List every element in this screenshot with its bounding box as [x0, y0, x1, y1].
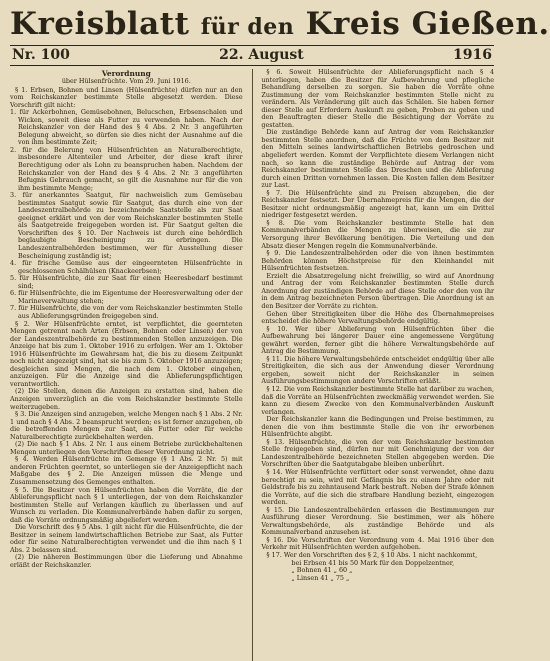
paragraph: § 7. Die Hülsenfrüchte sind zu Preisen abzugeben, die der Reichskanzler festsetzt. Der Übernahmepreis für die Mengen, die der Besitzer nicht ordnungsmäßig angezeigt hat, kann um ein Drittel niedriger festgesetzt werden. [261, 188, 495, 220]
issue-date: 22. August [219, 47, 304, 63]
paragraph: § 8. Die vom Reichskanzler bestimmte Stelle hat den Kommunalverbänden die Mengen zu überweisen, die sie zur Versorgung ihrer Bevölkerung benötigen. Die Verteilung und den Absatz dieser Mengen regeln die Kommunalverbände. [261, 218, 495, 250]
price-row: „ Bohnen 41 „ 60 „ [291, 566, 353, 575]
list-item: 6. für Hülsenfrüchte, die im Eigentume der Heeresverwaltung oder der Marineverwaltung stehen; [10, 289, 243, 305]
paragraph: § 11. Die höhere Verwaltungsbehörde entscheidet endgültig über alle Streitigkeiten, die sich aus der Anwendung dieser Verordnung ergeben, soweit nicht der Reichskanzler in seinen Ausführungsbestimmungen andere Vorschriften erläßt. [261, 354, 495, 386]
price-row: bei Erbsen 41 bis 50 Mark für den Doppelzentner, [291, 558, 455, 567]
paragraph: § 1. Erbsen, Bohnen und Linsen (Hülsenfrüchte) dürfen nur an den vom Reichskanzler bestimmte Stelle abgesetzt werden. Diese Vorschrift gilt nicht: [10, 85, 243, 109]
column-separator [252, 69, 253, 661]
paragraph: Gehen über Streitigkeiten über die Höhe des Übernahmepreises entscheidet die höhere Verwaltungsbehörde endgültig. [261, 309, 495, 326]
paragraph: § 10. Wer über Ablieferung von Hülsenfrüchten über die Aufbewahrung bei längerer Dauer eine angemessene Vergütung gewährt werden, ferner gibt die höhere Verwaltungsbehörde auf Antrag die Bestimmung. [261, 324, 495, 356]
paragraph: § 9. Die Landeszentralbehörden oder die von ihnen bestimmten Behörden können Höchstpreise für den Kleinhandel mit Hülsenfrüchten festsetzen. [261, 249, 495, 273]
left-column [10, 69, 243, 661]
paragraph: § 5. Die Besitzer von Hülsenfrüchten haben die Vorräte, die der Ablieferungspflicht nach § 1 unterliegen, der von dem Reichskanzler bestimmten Stelle auf Verlangen käuflich zu überlassen und auf Wunsch zu verladen. Die Kommunalverbände haben dafür zu sorgen, daß die Vorräte ordnungsmäßig abgeliefert werden. [10, 485, 243, 524]
paragraph: § 16. Die Vorschriften der Verordnung vom 4. Mai 1916 über den Verkehr mit Hülsenfrüchten werden aufgehoben. [261, 535, 495, 552]
paragraph: § 17. Wer den Vorschriften des § 2, § 10 Abs. 1 nicht nachkommt, [266, 551, 478, 559]
article-heading: Verordnung [101, 69, 151, 78]
issue-year: 1916 [453, 47, 492, 63]
paragraph: § 13. Hülsenfrüchte, die von der vom Reichskanzler bestimmten Stelle freigegeben sind, dürfen nur mit Genehmigung der von der Landeszentralbehörde bezeichneten Stellen abgegeben werden. Die Vorschriften über die Saatgutabgabe bleiben unberührt. [261, 437, 495, 469]
article-columns [10, 69, 494, 661]
price-row: „ Linsen 41 „ 75 „ [291, 573, 350, 582]
paragraph: § 14. Wer Hülsenfrüchte verfüttert oder sonst verwendet, ohne dazu berechtigt zu sein, wird mit Gefängnis bis zu einem Jahre oder mit Geldstrafe bis zu zehntausend Mark bestraft. Neben der Strafe können die Vorräte, auf die sich die strafbare Handlung bezieht, eingezogen werden. [261, 467, 495, 507]
list-item: 2. für die Belerung von Hülsenfrüchten an Naturalberechtigte, insbesondere Altenteiler und Arbeiter, der diese kraft ihrer Berechtigung oder als Lohn zu beanspruchen haben. Nachdem der Reichskanzler von der Hand des § 4 Abs. 2 Nr. 3 angeführten Befugnis Gebrauch gemacht, so gilt die Ausnahme nur für die von ihm bestimmte Menge; [10, 145, 243, 192]
paragraph: Die zuständige Behörde kann auf Antrag der vom Reichskanzler bestimmten Stelle anordnen, daß die Früchte von dem Besitzer mit den Mitteln seines landwirtschaftlichen Betriebs gedroschen und abgeliefert werden. Kommt der Verpflichtete diesem Verlangen nicht nach, so kann die zuständige Behörde auf Antrag der vom Reichskanzler bestimmten Stelle das Dreschen und die Ablieferung durch einen Dritten vornehmen lassen. Die Kosten fallen dem Besitzer zur Last. [261, 128, 495, 190]
issue-number: Nr. 100 [12, 47, 70, 63]
list-item: 5. für Hülsenfrüchte, die zur Saat für einen Heeresbedarf bestimmt sind; [10, 274, 243, 290]
issue-line [10, 47, 494, 64]
paragraph: § 2. Wer Hülsenfrüchte erntet, ist verpflichtet, die geernteten Mengen getrennt nach Arten (Erbsen, Bohnen oder Linsen) der von der Landeszentralbehörde zu bestimmenden Stellen anzuzeigen. Die Anzeige hat bis zum 1. Oktober 1916 zu erfolgen. Wer am 1. Oktober 1916 Hülsenfrüchte im Gewahrsam hat, die bis zu diesem Zeitpunkt noch nicht angezeigt sind, hat sie bis zum 5. Oktober 1916 anzuzeigen; desgleichen sind Mengen, die nach dem 1. Oktober eingehen, anzuzeigen. Für die Anzeige sind die Ablieferungspflichtigen verantwortlich. [10, 319, 243, 388]
list-item: 1. für Ackerbohnen, Gemüsebohnen, Belucschen, Erbsenschalen und Wicken, soweit diese als Futter zu verwenden haben. Nach der Reichskanzler von der Hand des § 4 Abs. 2 Nr. 3 angeführten Belegung abweicht, so dürfen sie dies nicht der Ausnahme auf die von ihm bestimmte Zeit; [10, 108, 243, 147]
article-subheading: über Hülsenfrüchte. Vom 29. Juni 1916. [61, 77, 191, 85]
paragraph: Die Vorschrift des § 5 Abs. 1 gilt nicht für die Hülsenfrüchte, die der Besitzer in seinem landwirtschaftlichen Betriebe zur Saat, als Futter oder für seine Naturalberechtigten verwendet und die ihm nach § 1 Abs. 2 belassen sind. [10, 523, 243, 554]
masthead-title-part2: für den [200, 14, 295, 40]
paragraph: § 3. Die Anzeigen sind anzugeben, welche Mengen nach § 1 Abs. 2 Nr. 1 und nach § 4 Abs. 2 beansprucht werden; es ist ferner anzugeben, ob die betreffenden Mengen zur Saat, als Futter oder für welche Naturalberechtigte zurückbehalten werden. [10, 410, 243, 441]
list-item: 4. für frische Gemüse aus der eingeernteten Hülsenfrüchte in geschlossenen Schälhülsen (Knackeerbsen); [10, 259, 243, 275]
list-item: 3. für anerkanntes Saatgut, für nachweislich zum Gemüsebau bestimmtes Saatgut sowie für Saatgut, das durch eine von der Landeszentralbehörde zu bezeichnende Saatstelle als zur Saat geeignet erklärt und von der vom Reichskanzler bestimmten Stelle als Saatgetreide freigegeben worden ist. Für Saatgut gelten die Vorschriften des § 10. Der Nachweis ist durch eine behördlich beglaubigte Bescheinigung zu erbringen. Die Landeszentralbehörden bestimmen, wer für Ausstellung dieser Bescheinigung zuständig ist; [10, 191, 243, 260]
paragraph: (2) Die Stellen, denen die Anzeigen zu erstatten sind, haben die Anzeigen unverzüglich an die vom Reichskanzler bestimmte Stelle weiterzugeben. [10, 387, 243, 411]
masthead [10, 6, 550, 44]
masthead-rule-top [10, 45, 494, 46]
paragraph: (2) Die nach § 1 Abs. 2 Nr. 1 aus einem Betriebe zurückbehaltenen Mengen unterliegen den Vorschriften dieser Verordnung nicht. [10, 440, 243, 456]
paragraph: § 6. Soweit Hülsenfrüchte der Ablieferungspflicht nach § 4 unterliegen, haben die Besitzer für Aufbewahrung und pflegliche Behandlung derselben zu sorgen. Sie haben die Vorräte ohne Zustimmung der vom Reichskanzler bestimmten Stelle nicht zu verändern. Als Veränderung gilt auch das Schälen. Sie haben ferner dieser Stelle auf Erfordern Auskunft zu geben, Proben zu geben und den Beauftragten dieser Stelle die Besichtigung der Vorräte zu gestatten. [261, 68, 495, 129]
paragraph: Der Reichskanzler kann die Bedingungen und Preise bestimmen, zu denen die von ihm bestimmte Stelle die von ihr erworbenen Hülsenfrüchte abgibt. [261, 415, 495, 439]
list-item: 7. für Hülsenfrüchte, die von der vom Reichskanzler bestimmten Stelle aus Ablieferungsgründen freigegeben sind. [10, 304, 243, 320]
paragraph: Erzielt die Absatzregelung nicht freiwillig, so wird auf Anordnung und Antrag der vom Reichskanzler bestimmten Stelle durch Anordnung der zuständigen Behörde auf diese Stelle oder den von ihr in dem Antrag bezeichneten Person übertragen. Die Anordnung ist an den Besitzer der Vorräte zu richten. [261, 271, 495, 310]
paragraph: § 4. Werden Hülsenfrüchte im Gemenge (§ 1 Abs. 2 Nr. 5) mit anderen Früchten geerntet, so unterliegen sie der Anzeigepflicht nach Maßgabe des § 2. Die Anzeigen müssen die Menge und Zusammensetzung des Gemenges enthalten. [10, 455, 243, 486]
masthead-title-part1: Kreisblatt [10, 6, 190, 42]
masthead-title-part3: Kreis Gießen. [305, 6, 550, 42]
paragraph: § 15. Die Landeszentralbehörden erlassen die Bestimmungen zur Ausführung dieser Verordnung. Sie bestimmen, wer als höhere Verwaltungsbehörde, als zuständige Behörde und als Kommunalverband anzusehen ist. [261, 505, 495, 537]
paragraph: § 12. Die vom Reichskanzler bestimmte Stelle hat darüber zu wachen, daß die Vorräte an Hülsenfrüchten zweckmäßig verwendet werden. Sie kann zu diesem Zwecke von den Kommunalverbänden Auskunft verlangen. [261, 384, 495, 416]
masthead-rule-bottom [10, 65, 494, 66]
paragraph: (2) Die näheren Bestimmungen über die Lieferung und Abnahme erläßt der Reichskanzler. [10, 553, 243, 569]
right-column [261, 69, 494, 661]
